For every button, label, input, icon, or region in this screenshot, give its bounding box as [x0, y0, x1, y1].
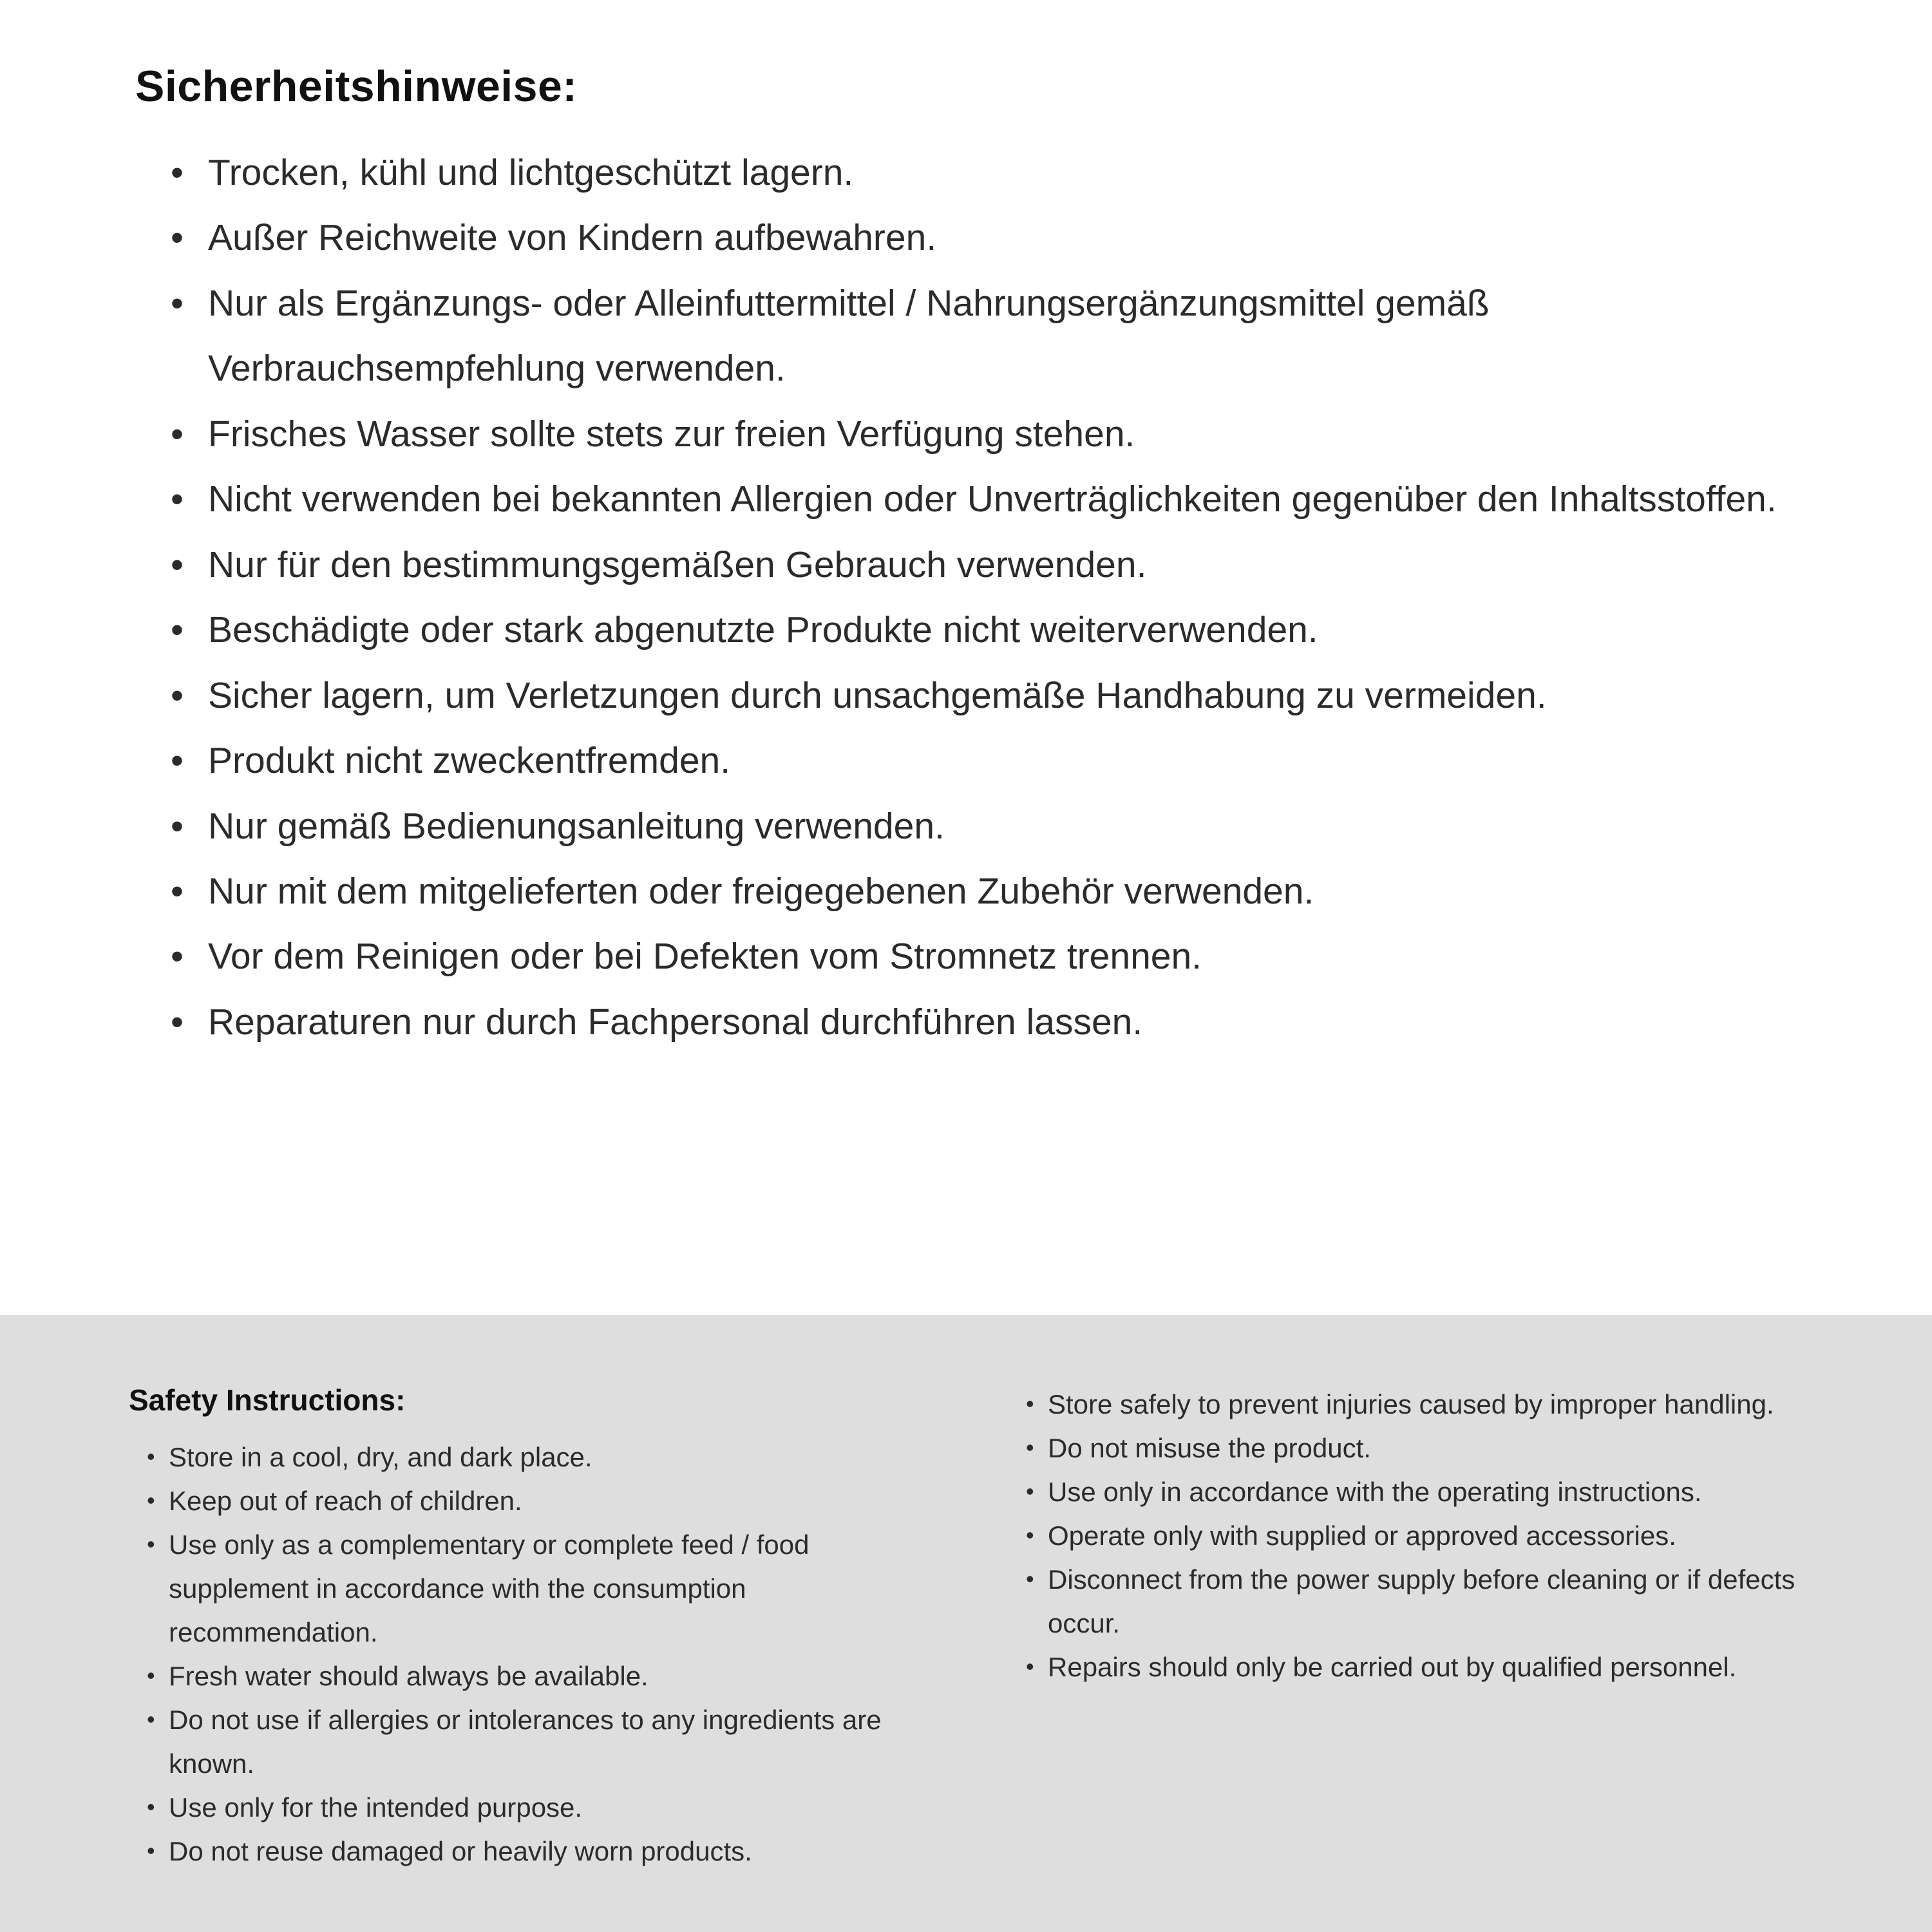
german-safety-list-item: • Trocken, kühl und lichtgeschützt lagern.: [171, 140, 1803, 205]
english-safety-list-item: • Do not use if allergies or intolerances to any ingredients are known.: [142, 1698, 931, 1786]
english-safety-section: [0, 1315, 1932, 1932]
english-safety-list-item: • Keep out of reach of children.: [142, 1479, 931, 1523]
german-safety-list-item: • Beschädigte oder stark abgenutzte Produkte nicht weiterverwenden.: [171, 598, 1803, 663]
english-safety-list-left: [142, 1435, 931, 1873]
english-left-column: [129, 1383, 931, 1932]
german-safety-list-item: • Frisches Wasser sollte stets zur freien Verfügung stehen.: [171, 402, 1803, 467]
english-safety-list-item: • Store in a cool, dry, and dark place.: [142, 1435, 931, 1479]
english-safety-list-item: • Do not misuse the product.: [1021, 1426, 1823, 1470]
english-safety-list-item: • Do not reuse damaged or heavily worn products.: [142, 1830, 931, 1873]
german-safety-list-item: • Vor dem Reinigen oder bei Defekten vom Stromnetz trennen.: [171, 924, 1803, 989]
german-safety-list-item: • Außer Reichweite von Kindern aufbewahren.: [171, 205, 1803, 270]
german-safety-list-item: • Nur gemäß Bedienungsanleitung verwenden.: [171, 794, 1803, 859]
english-safety-list-item: • Operate only with supplied or approved accessories.: [1021, 1514, 1823, 1558]
english-safety-list-item: • Use only as a complementary or complete feed / food supplement in accordance with the consumption recommendation.: [142, 1523, 931, 1654]
german-safety-list-item: • Nur mit dem mitgelieferten oder freigegebenen Zubehör verwenden.: [171, 859, 1803, 924]
german-safety-list-item: • Nur für den bestimmungsgemäßen Gebrauch verwenden.: [171, 533, 1803, 598]
english-safety-list-item: • Repairs should only be carried out by qualified personnel.: [1021, 1645, 1823, 1689]
english-safety-list-item: • Fresh water should always be available.: [142, 1654, 931, 1698]
english-section-title: Safety Instructions:: [129, 1383, 406, 1417]
german-safety-list-item: • Nur als Ergänzungs- oder Alleinfuttermittel / Nahrungsergänzungsmittel gemäß Verbrauchsempfehlung verwenden.: [171, 271, 1803, 402]
english-right-column: [1021, 1383, 1823, 1932]
german-safety-list-item: • Sicher lagern, um Verletzungen durch unsachgemäße Handhabung zu vermeiden.: [171, 663, 1803, 728]
english-safety-list-item: • Use only for the intended purpose.: [142, 1786, 931, 1830]
german-safety-list-item: • Nicht verwenden bei bekannten Allergien oder Unverträglichkeiten gegenüber den Inhaltsstoffen.: [171, 467, 1803, 532]
german-safety-list-item: • Produkt nicht zweckentfremden.: [171, 728, 1803, 793]
german-section-title: Sicherheitshinweise:: [135, 62, 578, 111]
english-safety-list-item: • Use only in accordance with the operating instructions.: [1021, 1470, 1823, 1514]
english-safety-list-item: • Disconnect from the power supply before cleaning or if defects occur.: [1021, 1558, 1823, 1645]
german-safety-list: [171, 140, 1803, 1055]
english-safety-list-right: [1021, 1383, 1823, 1689]
german-safety-list-item: • Reparaturen nur durch Fachpersonal durchführen lassen.: [171, 990, 1803, 1055]
english-safety-list-item: • Store safely to prevent injuries caused by improper handling.: [1021, 1383, 1823, 1426]
